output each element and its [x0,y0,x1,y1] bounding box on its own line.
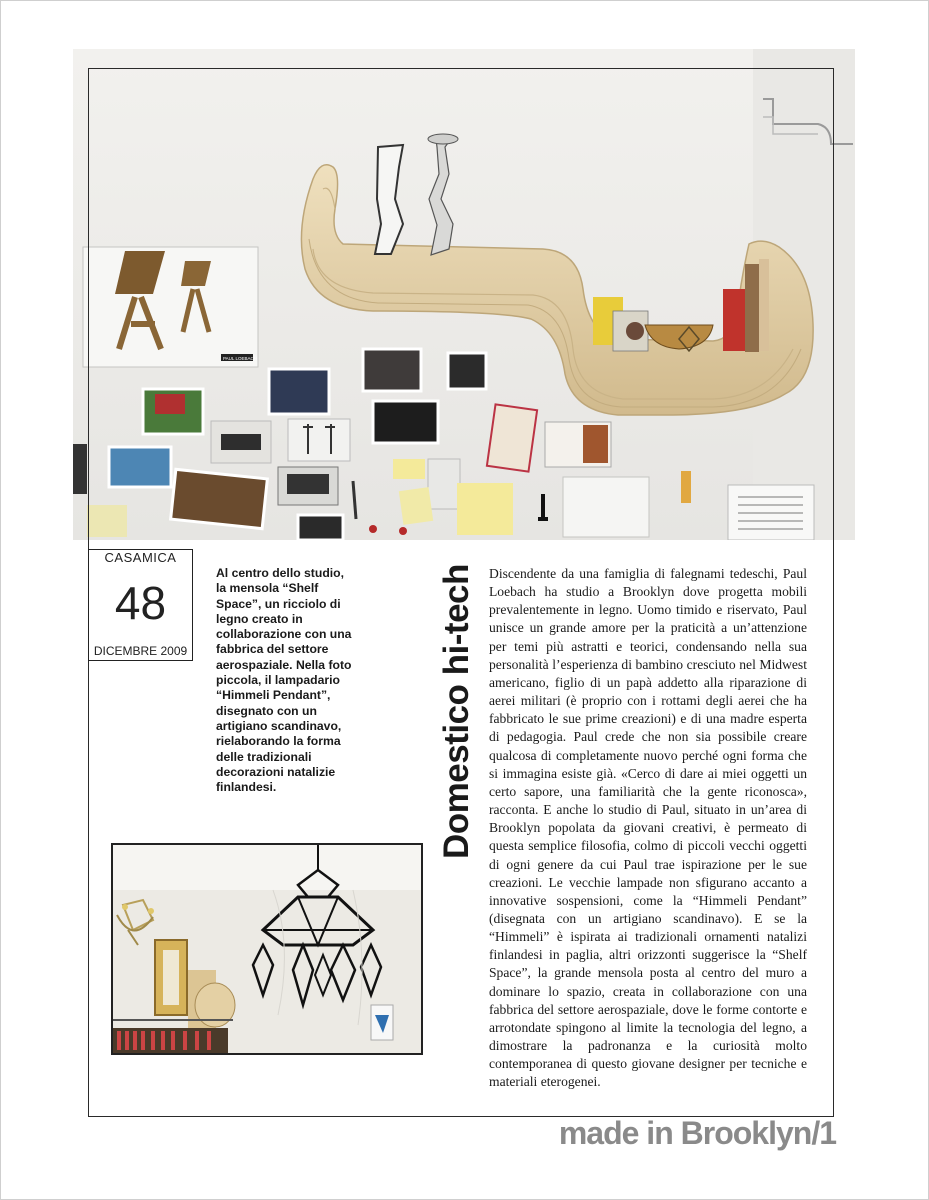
frame-top-line [88,68,834,69]
svg-text:PAUL LOEBACH: PAUL LOEBACH [223,356,258,361]
magazine-brand: CASAMICA [104,550,177,565]
small-photo-himmeli-pendant [111,843,423,1055]
frame-right-line [833,68,834,1117]
page-number: 48 [114,577,167,629]
photo-caption: Al centro dello studio, la mensola “Shelf Space”, un ricciolo di legno creato in collaborazione con una fabbrica del settore aerospaziale. Nella foto piccola, il lampadario “Himmeli Pendant”, disegnato con un artigiano scandinavo, rielaborando la forma delle tradizionali decorazioni natalizie finlandesi. [216,566,352,795]
section-footer: made in Brooklyn/1 [558,1115,836,1151]
article-title: Domestico hi-tech [437,564,476,859]
small-photo-illustration [113,845,421,1053]
hero-photo-studio-wall [73,49,855,540]
magazine-logo-box [88,549,193,661]
hero-photo-illustration [73,49,855,540]
article-body: Discendente da una famiglia di falegnami tedeschi, Paul Loebach ha studio a Brooklyn dove progetta mobili prevalentemente in legno. Uomo timido e riservato, Paul unisce un grande amore per la praticità a un’attenzione per temi più astratti e teorici, condensando nella sua personalità l’esperienza di bambino cresciuto nel Midwest americano, figlio di un papà addetto alla riparazione di aerei militari (è proprio con i rottami degli aerei che ha fabbricato le sue prime creazioni) e di una madre esperta di pedagogia. Paul crede che non sia possibile creare qualcosa di completamente nuovo perché ogni forma che si immagina esiste già. «Cerco di dare ai miei oggetti un certo sapore, una familiarità che la gente riconosca», racconta. E anche lo studio di Paul, situato in un’area di Brooklyn popolata da giovani creativi, è permeato di questa semplice filosofia, colmo di piccoli vecchi oggetti di ogni genere da cui Paul trae ispirazione per le sue creazioni. Le vecchie lampade non sfigurano accanto a innovative sospensioni, come la “Himmeli Pendant” (disegnata con un artigiano scandinavo). E se la “Himmeli” è ispirata ai tradizionali ornamenti natalizi finlandesi in paglia, altri orizzonti suggerisce la “Shelf Space”, la grande mensola posta al centro del muro a dominare lo spazio, creata in collaborazione con una fabbrica del settore aerospaziale, dove le forme contorte e arrotondate spingono al limite la tecnologia del legno, a dimostrare la padronanza e la curiosità molto contemporanea di questo giovane designer per tecniche e materiali eterogenei. [489,566,807,1090]
issue-date: DICEMBRE 2009 [93,644,188,658]
